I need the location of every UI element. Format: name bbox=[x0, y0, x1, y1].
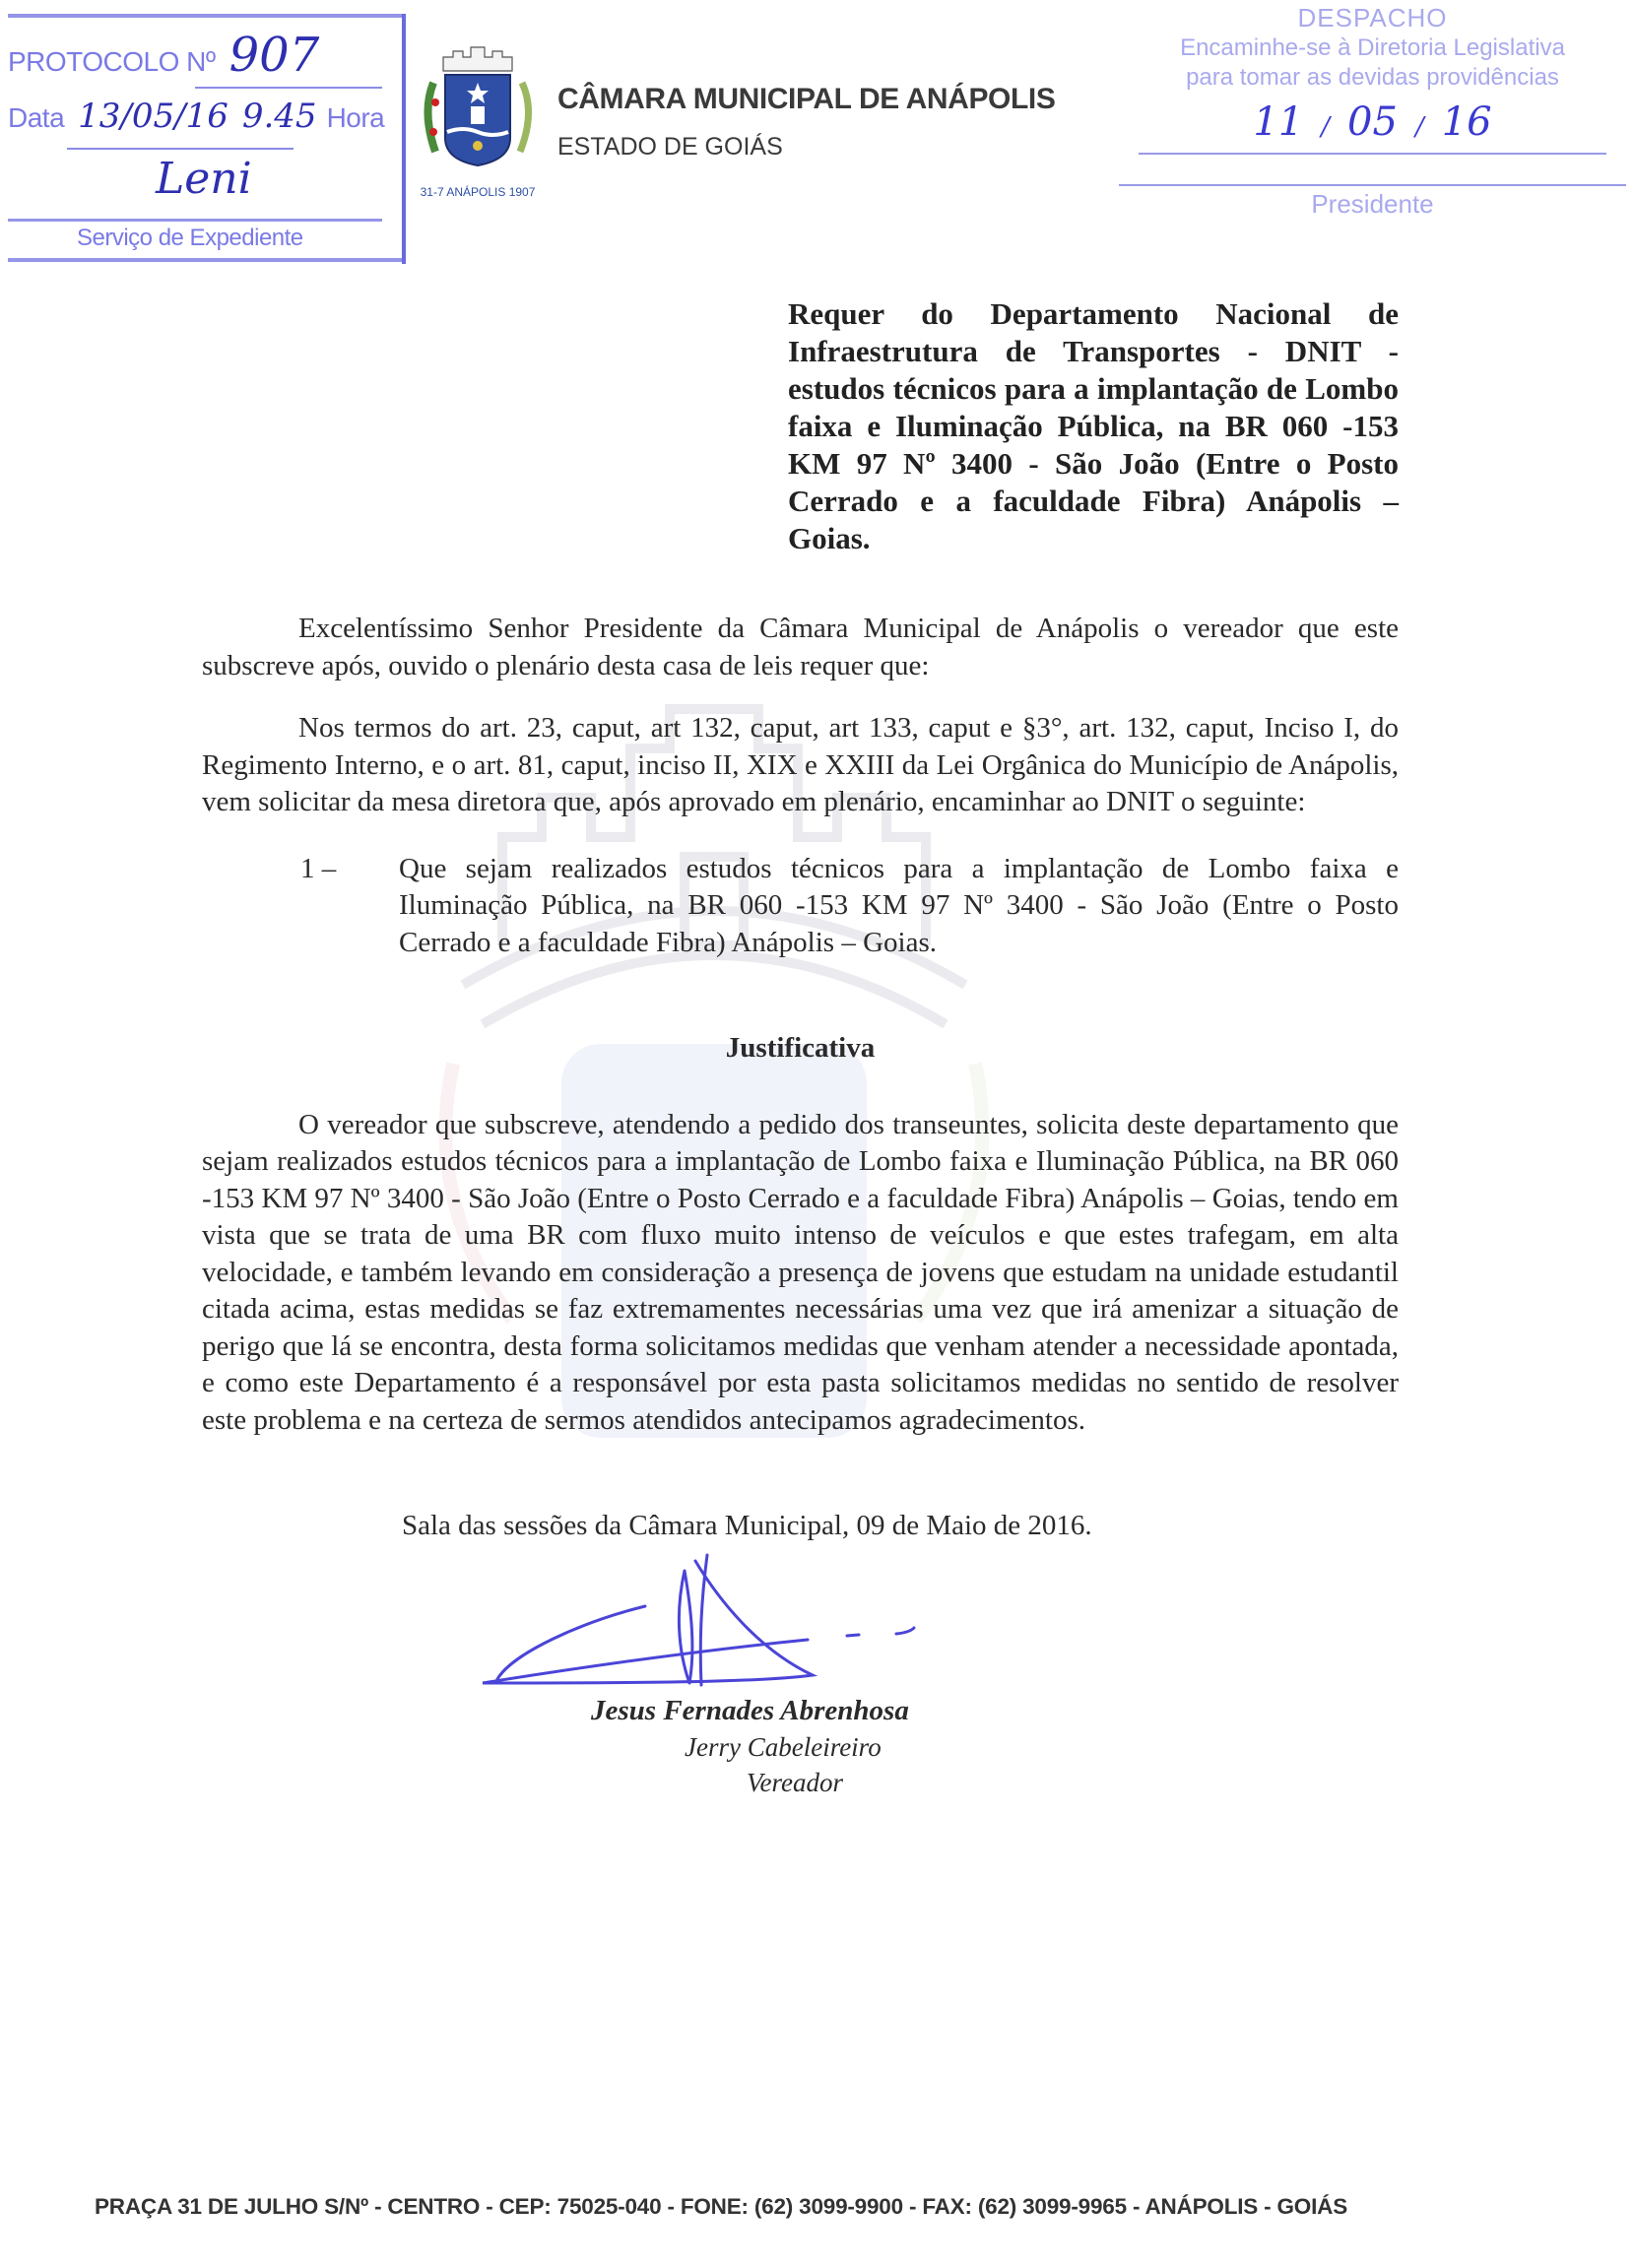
stamp-footer-label: Serviço de Expediente bbox=[77, 225, 303, 251]
despacho-signature-label: Presidente bbox=[1311, 189, 1434, 219]
despacho-line-2: para tomar as devidas providências bbox=[1186, 64, 1559, 91]
protocol-number: 907 bbox=[229, 28, 320, 83]
closing-line: Sala das sessões da Câmara Municipal, 09 de Maio de 2016. bbox=[402, 1510, 1092, 1541]
date-handwritten: 13/05/16 bbox=[78, 97, 229, 136]
crest-banner-text: ANÁPOLIS bbox=[446, 185, 506, 199]
stamp-footer-row bbox=[77, 225, 303, 252]
signature-block bbox=[202, 1545, 1399, 1801]
signatory-name: Jesus Fernades Abrenhosa bbox=[591, 1694, 909, 1726]
paragraph-legal-basis bbox=[202, 710, 1399, 821]
paragraph-salutation-text: Excelentíssimo Senhor Presidente da Câmara Municipal de Anápolis o vereador que este subscreve após, ouvido o plenário desta casa de leis requer que: bbox=[202, 613, 1399, 681]
paragraph-salutation bbox=[202, 611, 1399, 684]
document-summary: Requer do Departamento Nacional de Infraestrutura de Transportes - DNIT - estudos técnicos para a implantação de Lombo faixa e Iluminação Pública, na BR 060 -153 KM 97 Nº 3400 - São João (Entre o Posto Cerrado e a faculdade Fibra) Anápolis – Goias. bbox=[788, 296, 1399, 555]
signatory-role: Vereador bbox=[747, 1767, 843, 1797]
despacho-date-month: 05 bbox=[1347, 99, 1398, 145]
time-handwritten: 9.45 bbox=[241, 97, 317, 136]
initials-row bbox=[156, 154, 252, 204]
protocol-label: PROTOCOLO Nº bbox=[8, 46, 216, 77]
handwritten-signature bbox=[473, 1551, 985, 1691]
date-line bbox=[67, 148, 294, 150]
stamp-border-top bbox=[8, 14, 402, 18]
initials-handwritten: Leni bbox=[156, 154, 252, 204]
footer-address: PRAÇA 31 DE JULHO S/Nº - CENTRO - CEP: 75025-040 - FONE: (62) 3099-9900 - FAX: (62) 3099-9965 - ANÁPOLIS - GOIÁS bbox=[95, 2194, 1348, 2219]
crest-year-left: 31-7 bbox=[420, 185, 444, 199]
despacho-stamp bbox=[1119, 2, 1626, 220]
request-item-text: Que sejam realizados estudos técnicos para a implantação de Lombo faixa e Iluminação Pública, na BR 060 -153 KM 97 Nº 3400 - São João (Entre o Posto Cerrado e a faculdade Fibra) Anápolis – Goias. bbox=[399, 852, 1399, 958]
crest-year-right: 1907 bbox=[508, 185, 536, 199]
stamp-border-bottom bbox=[8, 258, 402, 262]
despacho-signature-line bbox=[1119, 184, 1626, 186]
request-item-number: 1 – bbox=[300, 852, 337, 884]
protocol-row bbox=[8, 28, 319, 83]
stamp-divider bbox=[8, 219, 382, 222]
despacho-date-line bbox=[1139, 153, 1606, 155]
crest-banner bbox=[414, 185, 542, 199]
time-label: Hora bbox=[326, 102, 385, 133]
justification-heading: Justificativa bbox=[725, 1032, 876, 1064]
paragraph-legal-basis-text: Nos termos do art. 23, caput, art 132, caput, art 133, caput e §3°, art. 132, caput, Inciso I, do Regimento Interno, e o art. 81, caput, inciso II, XIX e XXIII da Lei Orgânica do Município de Anápolis, vem solicitar da mesa diretora que, após aprovado em plenário, encaminhar ao DNIT o seguinte: bbox=[202, 712, 1399, 817]
paragraph-justification-text: O vereador que subscreve, atendendo a pedido dos transeuntes, solicita deste departamento que sejam realizados estudos técnicos para a implantação de Lombo faixa e Iluminação Pública, na BR 060 -153 KM 97 Nº 3400 - São João (Entre o Posto Cerrado e a faculdade Fibra) Anápolis – Goias, tendo em vista que se trata de uma BR com fluxo muito intenso de veículos e que estes trafegam, em alta velocidade, e também levando em consideração a presença de jovens que estudam na unidade estudantil citada acima, estas medidas se faz extremamentes necessárias uma vez que irá amenizar a situação de perigo que lá se encontra, desta forma solicitamos medidas que venham atender a necessidade apontada, e como este Departamento é a responsável por esta pasta solicitamos medidas no sentido de resolver este problema e na certeza de sermos atendidos antecipamos agradecimentos. bbox=[202, 1108, 1399, 1436]
city-crest bbox=[414, 43, 542, 181]
paragraph-justification bbox=[202, 1107, 1399, 1440]
signatory-nickname: Jerry Cabeleireiro bbox=[685, 1731, 882, 1762]
despacho-heading: DESPACHO bbox=[1297, 3, 1448, 32]
despacho-date: 11 / 05 / 16 bbox=[1253, 99, 1492, 145]
date-row bbox=[8, 97, 384, 136]
despacho-date-year: 16 bbox=[1441, 99, 1492, 145]
document-body bbox=[202, 611, 1399, 1801]
date-label: Data bbox=[8, 102, 65, 133]
protocol-stamp bbox=[8, 14, 406, 264]
despacho-date-day: 11 bbox=[1253, 99, 1304, 145]
institution-title: CÂMARA MUNICIPAL DE ANÁPOLIS bbox=[557, 83, 1056, 115]
institution-subtitle: ESTADO DE GOIÁS bbox=[557, 133, 783, 161]
despacho-line-1: Encaminhe-se à Diretoria Legislativa bbox=[1180, 34, 1565, 61]
protocol-line bbox=[195, 87, 382, 89]
request-item bbox=[300, 851, 1399, 962]
